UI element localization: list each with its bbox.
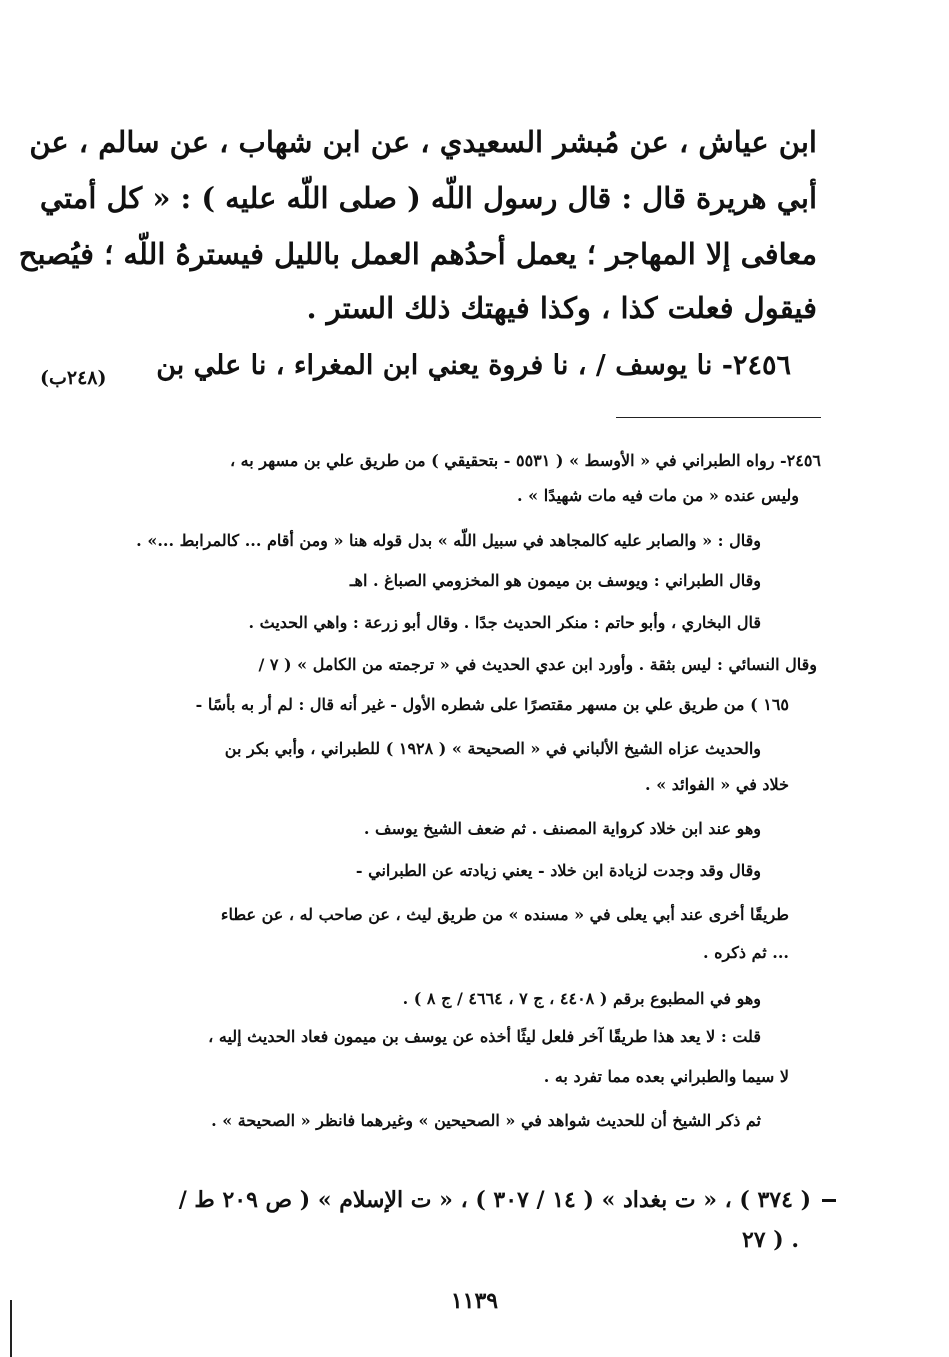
footnote-line-4: وقال الطبراني : ويوسف بن ميمون هو المخزومي الصباغ . اهـ [349, 571, 761, 590]
hadith-heading: ٢٤٥٦- نا يوسف / ، نا فروة يعني ابن المغراء ، نا علي بن [156, 350, 791, 381]
footnote-line-2: وليس عنده « من مات فيه مات شهيدًا » . [517, 486, 799, 505]
page-number: ١١٣٩ [450, 1288, 499, 1314]
footnote-line-17: ثم ذكر الشيخ أن للحديث شواهد في « الصحيحين » وغيرهما فانظر « الصحيحة » . [211, 1111, 761, 1130]
main-text-line-2: أبي هريرة قال : قال رسول اللّه ( صلى اللّه عليه ) : « كل أمتي [39, 181, 817, 215]
footnote-line-5: قال البخاري ، وأبو حاتم : منكر الحديث جدًا . وقال أبو زرعة : واهي الحديث . [248, 613, 761, 632]
footnote-line-14: وهو في المطبوع برقم ( ٤٤٠٨ ، ج ٧ ، ٤٦٦٤ / ج ٨ ) . [402, 989, 761, 1008]
footnote-line-8: والحديث عزاه الشيخ الألباني في « الصحيحة » ( ١٩٢٨ ) للطبراني ، وأبي بكر بن [224, 739, 761, 758]
footnote-line-3: وقال : « والصابر عليه كالمجاهد في سبيل اللّه » بدل قوله هنا « ومن أقام ... كالمرابط ...» . [136, 531, 761, 550]
main-text-line-4: فيقول فعلت كذا ، وكذا فيهتك ذلك الستر . [306, 291, 817, 325]
reference-dash [822, 1199, 836, 1202]
footnote-line-11: وقال وقد وجدت لزيادة ابن خلاد - يعني زيادته عن الطبراني - [355, 861, 761, 880]
footnote-line-9: خلاد في « الفوائد » . [645, 775, 789, 794]
scan-edge-mark [10, 1300, 12, 1357]
footnote-line-1: ٢٤٥٦- رواه الطبراني في « الأوسط » ( ٥٥٣١ - بتحقيقي ) من طريق علي بن مسهر به ، [229, 451, 821, 470]
footnote-line-13: ... ثم ذكره . [702, 943, 789, 962]
footnote-line-15: قلت : لا يعد هذا طريقًا آخر فلعل ليثًا أخذه عن يوسف بن ميمون فعاد الحديث إليه ، [208, 1027, 761, 1046]
reference-line-2: ٢٧ ) . [741, 1227, 799, 1253]
footnote-line-10: وهو عند ابن خلاد كرواية المصنف . ثم ضعف الشيخ يوسف . [363, 819, 761, 838]
footnote-line-6: وقال النسائي : ليس بثقة . وأورد ابن عدي الحديث في « ترجمته من الكامل » ( ٧ / [258, 655, 817, 674]
footnote-line-7: ١٦٥ ) من طريق علي بن مسهر مقتصرًا على شطره الأول - غير أنه قال : لم أر به بأسًا - [195, 695, 789, 714]
footnote-separator [616, 417, 821, 418]
reference-line-1: ( ٣٧٤ ) ، « ت بغداد » ( ١٤ / ٣٠٧ ) ، « ت الإسلام » ( ص ٢٠٩ ط / [178, 1187, 811, 1213]
margin-note: (٢٤٨ب) [40, 367, 107, 389]
footnote-line-16: لا سيما والطبراني بعده مما تفرد به . [543, 1067, 789, 1086]
main-text-line-1: ابن عياش ، عن مُبشر السعيدي ، عن ابن شهاب ، عن سالم ، عن [29, 125, 817, 159]
main-text-line-3: معافى إلا المهاجر ؛ يعمل أحدُهم العمل بالليل فيسترهُ اللّه ؛ فيُصبح [18, 237, 817, 271]
footnote-line-12: طريقًا أخرى عند أبي يعلى في « مسنده » من طريق ليث ، عن صاحب له ، عن عطاء [220, 905, 789, 924]
